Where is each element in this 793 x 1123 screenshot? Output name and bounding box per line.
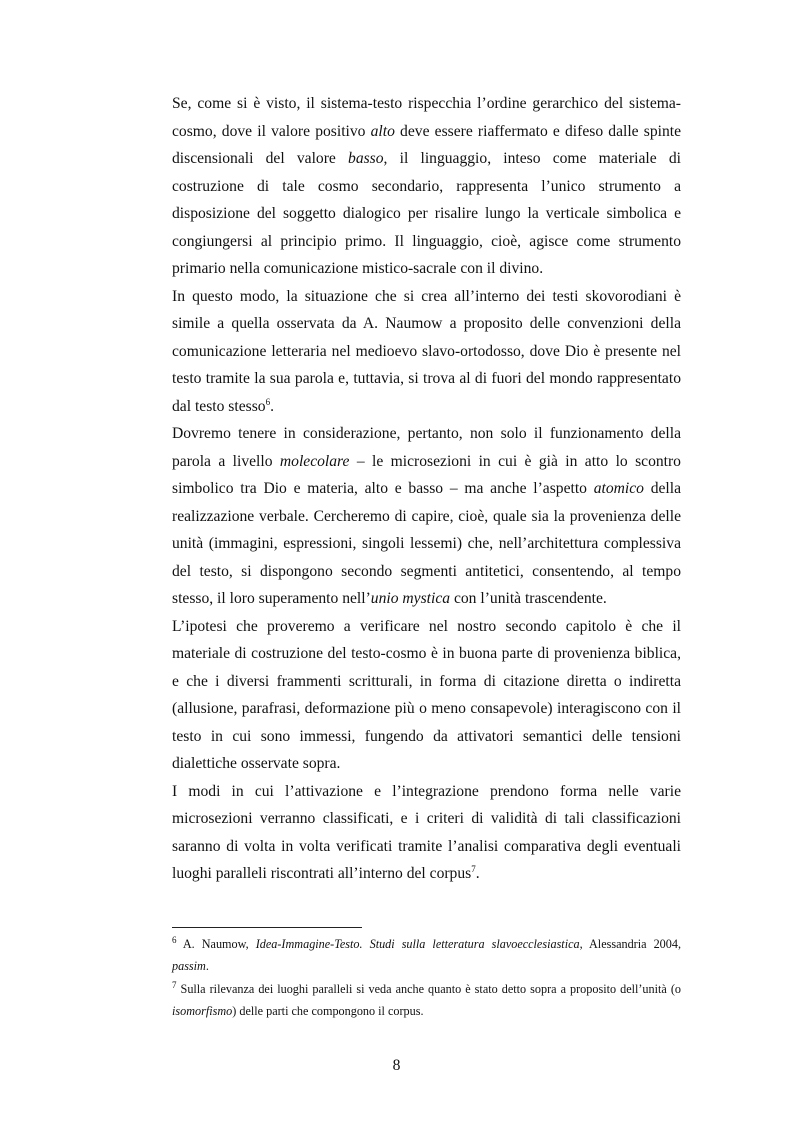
italic-text: unio mystica — [370, 590, 451, 607]
paragraph — [172, 420, 681, 613]
text-run: Dovremo tenere in considerazione, pertanto, non solo il funzionamento della parola a livello — [172, 425, 681, 470]
text-run: A. Naumow, — [176, 937, 256, 951]
text-run: . — [205, 958, 209, 973]
footnote — [172, 979, 681, 1022]
text-run: L’ipotesi che proveremo a verificare nel nostro secondo capitolo è che il materiale di costruzione del testo-cosmo è in buona parte di provenienza biblica, e che i diversi frammenti scritturali, in forma di citazione diretta o indiretta (allusione, parafrasi, deformazione più o meno consapevole) interagiscono con il testo in cui sono immessi, fungendo da attivatori semantici delle tensioni dialettiche osservate sopra. — [172, 617, 681, 772]
italic-text: molecolare — [279, 452, 350, 470]
paragraph — [172, 778, 681, 888]
body-text — [172, 90, 681, 888]
footnote-separator — [172, 927, 362, 928]
italic-text: passim — [172, 958, 206, 973]
text-run: . — [475, 865, 480, 882]
text-run: , il linguaggio, inteso come materiale di costruzione di tale cosmo secondario, rappresenta l’unico strumento a disposizione del soggetto dialogico per risalire lungo la verticale simbolica e congiungersi al principio primo. Il linguaggio, cioè, agisce come strumento primario nella comunicazione mistico-sacrale con il divino. — [172, 150, 681, 277]
italic-text: alto — [370, 122, 395, 140]
text-run: con l’unità trascendente. — [450, 590, 607, 607]
paragraph — [172, 90, 681, 283]
text-run: I modi in cui l’attivazione e l’integrazione prendono forma nelle varie microsezioni verranno classificati, e i criteri di validità di tali classificazioni saranno di volta in volta verificati tramite l’analisi comparativa degli eventuali luoghi paralleli riscontrati all’interno del corpus — [172, 782, 681, 882]
text-run: deve essere riaffermato e difeso dalle spinte discensionali del valore — [172, 122, 681, 167]
paragraph — [172, 613, 681, 778]
footnote-ref: 7 — [172, 979, 177, 990]
text-run: ) delle parti che compongono il corpus. — [232, 1003, 424, 1018]
italic-text: isomorfismo — [172, 1003, 233, 1018]
page-number: 8 — [392, 1057, 401, 1074]
footnotes — [172, 934, 681, 1024]
text-run: Sulla rilevanza dei luoghi paralleli si veda anche quanto è stato detto sopra a proposito dell’unità (o — [176, 982, 681, 996]
footnote-ref: 6 — [172, 934, 177, 945]
footnote — [172, 934, 681, 977]
footnote-ref: 6 — [265, 396, 271, 407]
text-run: Se, come si è visto, il sistema-testo rispecchia l’ordine gerarchico del sistema-cosmo, dove il valore positivo — [172, 95, 681, 140]
paragraph — [172, 283, 681, 421]
text-run: della realizzazione verbale. Cercheremo di capire, cioè, quale sia la provenienza delle unità (immagini, espressioni, singoli lessemi) che, nell’architettura complessiva del testo, si dispongono secondo segmenti antitetici, consentendo, al tempo stesso, il loro superamento nell’ — [172, 480, 682, 607]
italic-text: atomico — [593, 480, 644, 497]
text-run: . — [270, 397, 274, 415]
footnote-ref: 7 — [471, 863, 476, 874]
italic-text: Idea-Immagine-Testo. Studi sulla letteratura slavoecclesiastica — [255, 937, 580, 951]
italic-text: basso — [348, 150, 384, 167]
text-run: , Alessandria 2004, — [579, 937, 681, 951]
text-run: In questo modo, la situazione che si crea all’interno dei testi skovorodiani è simile a quella osservata da A. Naumow a proposito delle convenzioni della comunicazione letteraria nel medioevo slavo-ortodosso, dove Dio è presente nel testo tramite la sua parola e, tuttavia, si trova al di fuori del mondo rappresentato dal testo stesso — [172, 287, 681, 415]
text-run: – le microsezioni in cui è già in atto lo scontro simbolico tra Dio e materia, alto e basso – ma anche l’aspetto — [172, 452, 681, 497]
